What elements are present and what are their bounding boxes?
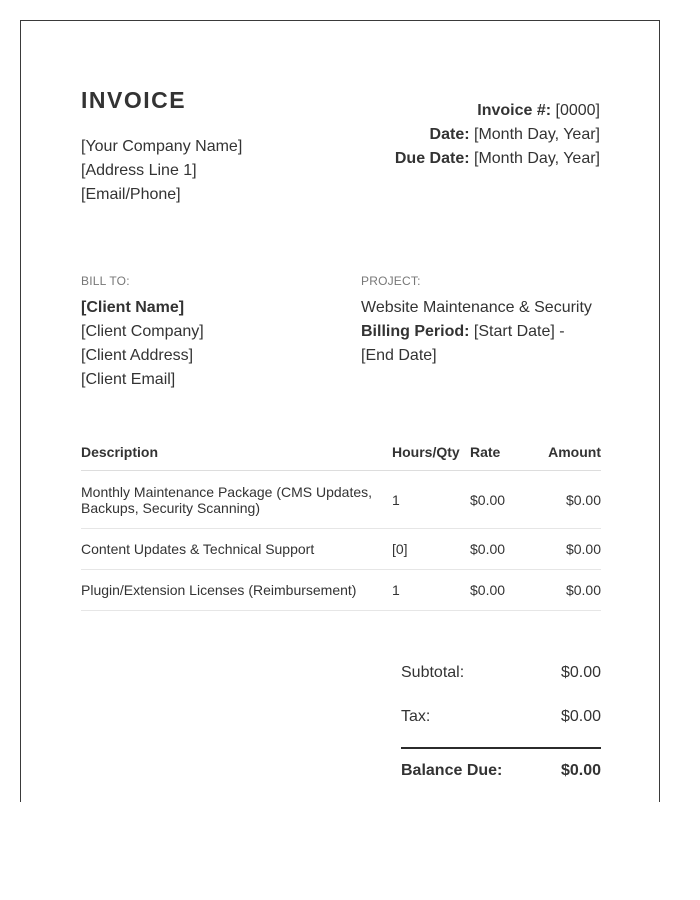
billing-period-end: [End Date] (361, 347, 437, 364)
table-header-row (81, 434, 601, 471)
header-description: Description (81, 434, 392, 471)
client-name: [Client Name] (81, 299, 185, 316)
invoice-due-label: Due Date: (394, 150, 470, 167)
company-contact: [Email/Phone] (81, 186, 181, 203)
tax-label: Tax: (401, 708, 431, 725)
invoice-meta (395, 99, 600, 171)
totals-block (401, 659, 601, 789)
row-qty: 1 (392, 471, 470, 529)
balance-due-value: $0.00 (560, 762, 601, 779)
billing-period-start: [Start Date] - (473, 323, 565, 340)
bill-to-label: BILL TO: (81, 274, 130, 288)
header-amount: Amount (536, 434, 601, 471)
row-rate: $0.00 (470, 471, 536, 529)
header-qty: Hours/Qty (392, 434, 470, 471)
tax-value: $0.00 (560, 708, 601, 725)
row-description: Content Updates & Technical Support (81, 529, 392, 570)
client-email: [Client Email] (81, 371, 176, 388)
bill-to-info (81, 296, 204, 392)
row-description: Monthly Maintenance Package (CMS Updates, Backups, Security Scanning) (81, 471, 392, 529)
billing-period (361, 320, 601, 344)
line-items-table (81, 434, 601, 611)
project-name: Website Maintenance & Security (361, 299, 592, 316)
invoice-title: INVOICE (81, 87, 187, 113)
company-name: [Your Company Name] (81, 138, 243, 155)
balance-due-row (401, 749, 601, 789)
table-row (81, 570, 601, 611)
header-rate: Rate (470, 434, 536, 471)
row-qty: 1 (392, 570, 470, 611)
row-rate: $0.00 (470, 529, 536, 570)
table-row (81, 529, 601, 570)
row-amount: $0.00 (536, 471, 601, 529)
invoice-number (395, 99, 600, 123)
row-qty: [0] (392, 529, 470, 570)
client-address: [Client Address] (81, 347, 194, 364)
project-label: PROJECT: (361, 274, 421, 288)
invoice-date (395, 123, 600, 147)
row-amount: $0.00 (536, 570, 601, 611)
balance-due-label: Balance Due: (401, 762, 503, 779)
subtotal-row (401, 659, 601, 703)
row-description: Plugin/Extension Licenses (Reimbursement) (81, 570, 392, 611)
subtotal-value: $0.00 (560, 664, 601, 681)
invoice-date-value: [Month Day, Year] (474, 126, 600, 143)
invoice-page (20, 20, 660, 802)
invoice-due-value: [Month Day, Year] (474, 150, 600, 167)
project-info (361, 296, 601, 368)
invoice-number-label: Invoice #: (477, 102, 552, 119)
company-address: [Address Line 1] (81, 162, 197, 179)
table-row (81, 471, 601, 529)
subtotal-label: Subtotal: (401, 664, 465, 681)
row-amount: $0.00 (536, 529, 601, 570)
invoice-date-label: Date: (429, 126, 470, 143)
invoice-number-value: [0000] (555, 102, 600, 119)
row-rate: $0.00 (470, 570, 536, 611)
billing-period-label: Billing Period: (361, 323, 470, 340)
client-company: [Client Company] (81, 323, 204, 340)
company-info (81, 135, 242, 207)
tax-row (401, 703, 601, 747)
invoice-due-date (395, 147, 600, 171)
